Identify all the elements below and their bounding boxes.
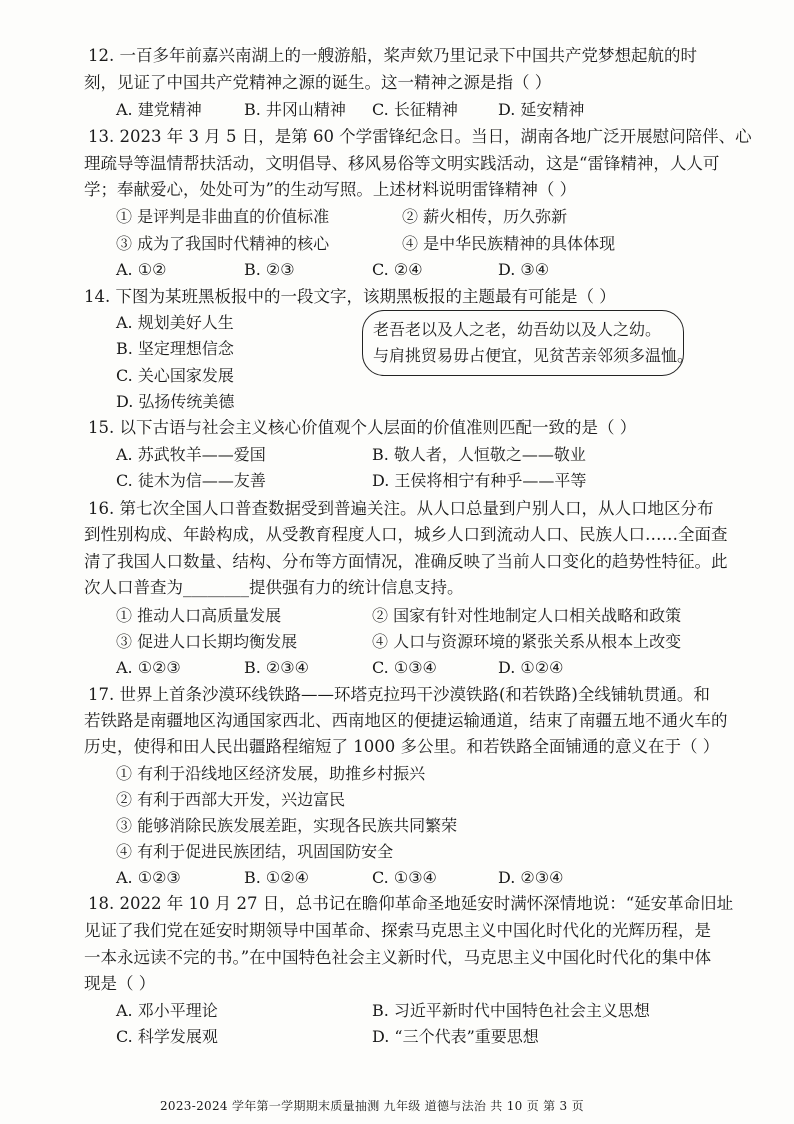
q18-stem-line2: 见证了我们党在延安时期领导中国革命、探索马克思主义中国化时代化的光辉历程，是	[84, 921, 711, 940]
q17-option-d: D. ②③④	[498, 868, 564, 887]
q16-option-a: A. ①②③	[116, 658, 181, 677]
q16-option-c: C. ①③④	[372, 658, 437, 677]
q14-option-a: A. 规划美好人生	[116, 313, 234, 332]
q15-option-d: D. 王侯将相宁有种乎——平等	[372, 471, 587, 490]
quote-line-2: 与肩挑贸易毋占便宜，见贫苦亲邻须多温恤。	[373, 346, 694, 365]
q18-stem-line4: 现是（ ）	[84, 974, 156, 993]
q17-stem-line2: 若铁路是南疆地区沟通国家西北、西南地区的便捷运输通道，结束了南疆五地不通火车的	[84, 711, 728, 730]
q17-statement-3: ③ 能够消除民族发展差距，实现各民族共同繁荣	[116, 816, 458, 835]
q13-option-b: B. ②③	[244, 260, 295, 279]
q12-option-d: D. 延安精神	[498, 100, 585, 119]
q13-option-a: A. ①②	[116, 260, 167, 279]
q16-statement-1: ① 推动人口高质量发展	[116, 606, 282, 625]
q14-option-c: C. 关心国家发展	[116, 366, 234, 385]
q13-stem-line1: 13. 2023 年 3 月 5 日，是第 60 个学雷锋纪念日。当日，湖南各地广泛开展慰问陪伴、心	[88, 127, 752, 146]
q17-stem-line1: 17. 世界上首条沙漠环线铁路——环塔克拉玛干沙漠铁路(和若铁路)全线铺轨贯通。和	[88, 685, 710, 704]
q16-option-d: D. ①②④	[498, 658, 564, 677]
q17-statement-2: ② 有利于西部大开发，兴边富民	[116, 790, 346, 809]
q18-stem-line3: 一本永远读不完的书。”在中国特色社会主义新时代，马克思主义中国化时代化的集中体	[84, 948, 712, 967]
q12-stem-line2: 刻，见证了中国共产党精神之源的诞生。这一精神之源是指（ ）	[84, 73, 552, 92]
blackboard-quote-box	[362, 310, 694, 376]
q16-option-b: B. ②③④	[244, 658, 309, 677]
q13-statement-3: ③ 成为了我国时代精神的核心	[116, 234, 330, 253]
quote-line-1: 老吾老以及人之老，幼吾幼以及人之幼。	[373, 320, 662, 339]
q16-stem-line3: 清了我国人口数量、结构、分布等方面情况，准确反映了当前人口变化的趋势性特征。此	[84, 552, 728, 571]
q12-option-a: A. 建党精神	[116, 100, 202, 119]
q12-stem-line1: 12. 一百多年前嘉兴南湖上的一艘游船，桨声欸乃里记录下中国共产党梦想起航的时	[88, 46, 697, 65]
q16-stem-line2: 到性别构成、年龄构成，从受教育程度人口，城乡人口到流动人口、民族人口……全面查	[84, 525, 728, 544]
q18-option-d: D. “三个代表”重要思想	[372, 1027, 539, 1046]
q13-statement-1: ① 是评判是非曲直的价值标准	[116, 207, 330, 226]
q12-option-b: B. 井冈山精神	[244, 100, 346, 119]
q15-option-c: C. 徒木为信——友善	[116, 471, 266, 490]
q17-option-a: A. ①②③	[116, 868, 181, 887]
q13-option-d: D. ③④	[498, 260, 550, 279]
q15-option-b: B. 敬人者，人恒敬之——敬业	[372, 445, 586, 464]
q17-statement-1: ① 有利于沿线地区经济发展，助推乡村振兴	[116, 764, 426, 783]
q13-stem-line2: 理疏导等温情帮扶活动，文明倡导、移风易俗等文明实践活动，这是“雷锋精神，人人可	[84, 154, 720, 173]
q13-option-c: C. ②④	[372, 260, 423, 279]
q17-statement-4: ④ 有利于促进民族团结，巩固国防安全	[116, 842, 394, 861]
q17-option-b: B. ①②④	[244, 868, 309, 887]
q17-option-c: C. ①③④	[372, 868, 437, 887]
q15-stem: 15. 以下古语与社会主义核心价值观个人层面的价值准则匹配一致的是（ ）	[88, 418, 637, 437]
q16-statement-3: ③ 促进人口长期均衡发展	[116, 632, 298, 651]
q16-statement-2: ② 国家有针对性地制定人口相关战略和政策	[372, 606, 682, 625]
q12-option-c: C. 长征精神	[372, 100, 458, 119]
q18-stem-line1: 18. 2022 年 10 月 27 日，总书记在瞻仰革命圣地延安时满怀深情地说：“延安革命旧址	[88, 894, 734, 913]
q18-option-b: B. 习近平新时代中国特色社会主义思想	[372, 1001, 650, 1020]
q14-option-b: B. 坚定理想信念	[116, 339, 234, 358]
q17-stem-line3: 历史，使得和田人民出疆路程缩短了 1000 多公里。和若铁路全面铺通的意义在于（ ）	[84, 737, 720, 756]
q13-stem-line3: 学；奉献爱心，处处可为”的生动写照。上述材料说明雷锋精神（ ）	[84, 180, 577, 199]
q16-stem-line1: 16. 第七次全国人口普查数据受到普遍关注。从人口总量到户别人口，从人口地区分布	[88, 499, 714, 518]
q13-statement-2: ② 薪火相传，历久弥新	[402, 207, 568, 226]
page-footer: 2023-2024 学年第一学期期末质量抽测 九年级 道德与法治 共 10 页 第 3 页	[160, 1099, 584, 1113]
q16-statement-4: ④ 人口与资源环境的紧张关系从根本上改变	[372, 632, 682, 651]
q13-statement-4: ④ 是中华民族精神的具体体现	[402, 234, 616, 253]
q16-stem-line4: 次人口普查为________提供强有力的统计信息支持。	[84, 578, 464, 597]
q18-option-a: A. 邓小平理论	[116, 1001, 218, 1020]
q18-option-c: C. 科学发展观	[116, 1027, 218, 1046]
q14-stem: 14. 下图为某班黑板报中的一段文字，该期黑板报的主题最有可能是（ ）	[84, 287, 616, 306]
q14-option-d: D. 弘扬传统美德	[116, 392, 235, 411]
q15-option-a: A. 苏武牧羊——爱国	[116, 445, 266, 464]
